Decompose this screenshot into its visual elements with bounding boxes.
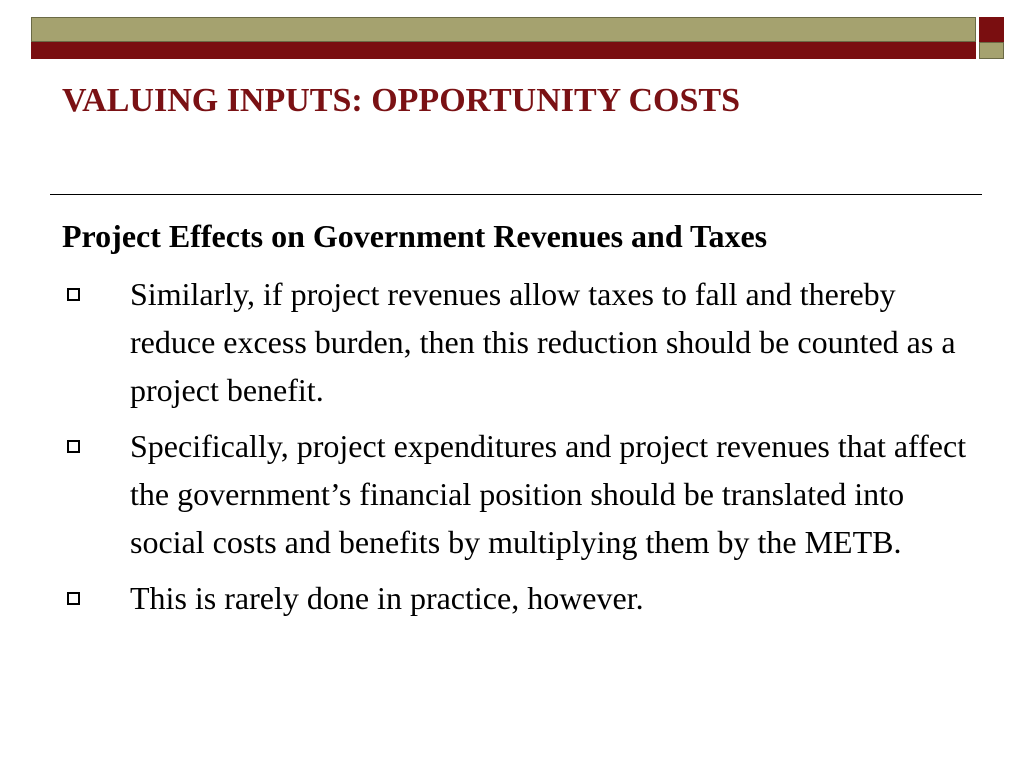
header-corner-olive-square xyxy=(979,42,1004,59)
title-divider xyxy=(50,194,982,195)
hollow-square-bullet-icon xyxy=(67,440,80,453)
slide-subheading: Project Effects on Government Revenues and Taxes xyxy=(62,218,768,254)
bullet-item xyxy=(62,270,972,414)
bullet-text: Specifically, project expenditures and project revenues that affect the government’s financial position should be translated into social costs and benefits by multiplying them by the METB. xyxy=(130,428,967,560)
hollow-square-bullet-icon xyxy=(67,592,80,605)
hollow-square-bullet-icon xyxy=(67,288,80,301)
bullet-text: This is rarely done in practice, however. xyxy=(130,580,644,616)
slide-title: VALUING INPUTS: OPPORTUNITY COSTS xyxy=(62,82,740,119)
bullet-list xyxy=(62,270,972,630)
bullet-item xyxy=(62,574,972,622)
header-red-band xyxy=(31,42,976,59)
header-corner-red-square xyxy=(979,17,1004,42)
header-olive-band xyxy=(31,17,976,42)
bullet-item xyxy=(62,422,972,566)
bullet-text: Similarly, if project revenues allow taxes to fall and thereby reduce excess burden, then this reduction should be counted as a project benefit. xyxy=(130,276,956,408)
